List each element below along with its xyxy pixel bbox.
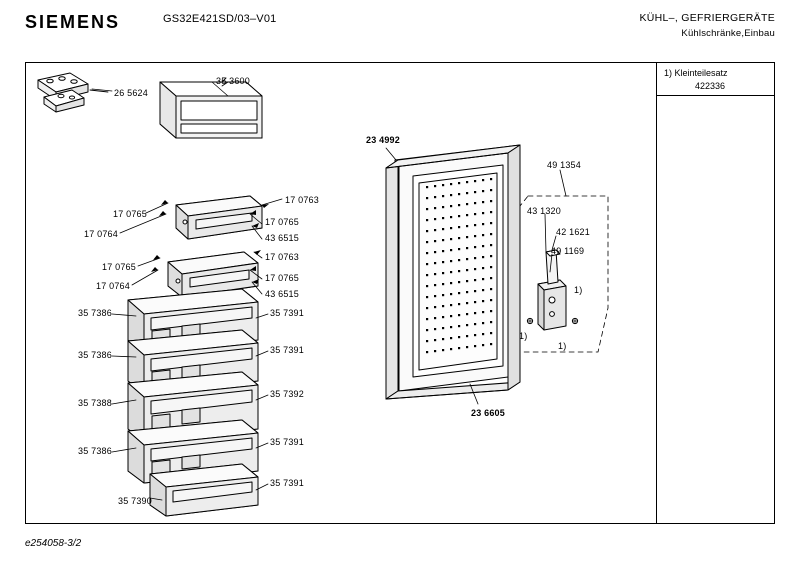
- part-label-170765-a: 17 0765: [113, 209, 147, 219]
- callout-1-b: 1): [519, 331, 528, 341]
- part-label-357386-b: 35 7386: [78, 350, 112, 360]
- part-label-357391-d: 35 7391: [270, 478, 304, 488]
- part-label-491354: 49 1354: [547, 160, 581, 170]
- model-number: GS32E421SD/03–V01: [163, 13, 277, 25]
- part-label-357391-a: 35 7391: [270, 308, 304, 318]
- part-label-357391-b: 35 7391: [270, 345, 304, 355]
- part-hinge-assembly-491354: [520, 196, 608, 352]
- part-shelf-353600: [160, 78, 262, 138]
- legend-note-index: 1) Kleinteilesatz: [664, 68, 728, 78]
- part-door-234992: [386, 145, 520, 399]
- part-drawer-5: [150, 464, 258, 516]
- part-label-357386-c: 35 7386: [78, 446, 112, 456]
- part-flap-upper: [176, 196, 262, 239]
- callout-1-a: 1): [574, 285, 583, 295]
- callout-1-c: 1): [558, 341, 567, 351]
- part-hinge-265624: [38, 73, 108, 112]
- part-label-436515-a: 43 6515: [265, 233, 299, 243]
- document-id: e254058-3/2: [25, 538, 82, 549]
- part-label-353600: 35 3600: [216, 76, 250, 86]
- part-label-357388: 35 7388: [78, 398, 112, 408]
- part-label-357391-c: 35 7391: [270, 437, 304, 447]
- part-label-421621: 42 1621: [556, 227, 590, 237]
- part-label-357392: 35 7392: [270, 389, 304, 399]
- part-label-491169: 49 1169: [551, 246, 585, 256]
- siemens-logo: SIEMENS: [25, 12, 121, 32]
- part-label-431320: 43 1320: [527, 206, 561, 216]
- part-label-265624: 26 5624: [114, 88, 148, 98]
- part-label-436515-b: 43 6515: [265, 289, 299, 299]
- legend-note-part: 422336: [695, 81, 726, 91]
- part-flap-lower: [168, 252, 258, 297]
- part-label-170765-c: 17 0765: [265, 217, 299, 227]
- part-label-236605: 23 6605: [471, 408, 505, 418]
- part-label-357386-a: 35 7386: [78, 308, 112, 318]
- part-label-170763-a: 17 0763: [285, 195, 319, 205]
- part-label-170765-b: 17 0765: [102, 262, 136, 272]
- part-label-170764-a: 17 0764: [84, 229, 118, 239]
- part-label-170764-b: 17 0764: [96, 281, 130, 291]
- part-label-170765-d: 17 0765: [265, 273, 299, 283]
- category-line-2: Kühlschränke,Einbau: [681, 28, 775, 39]
- part-label-357390: 35 7390: [118, 496, 152, 506]
- category-line-1: KÜHL–, GEFRIERGERÄTE: [639, 12, 775, 24]
- part-label-234992: 23 4992: [366, 135, 400, 145]
- part-label-170763-b: 17 0763: [265, 252, 299, 262]
